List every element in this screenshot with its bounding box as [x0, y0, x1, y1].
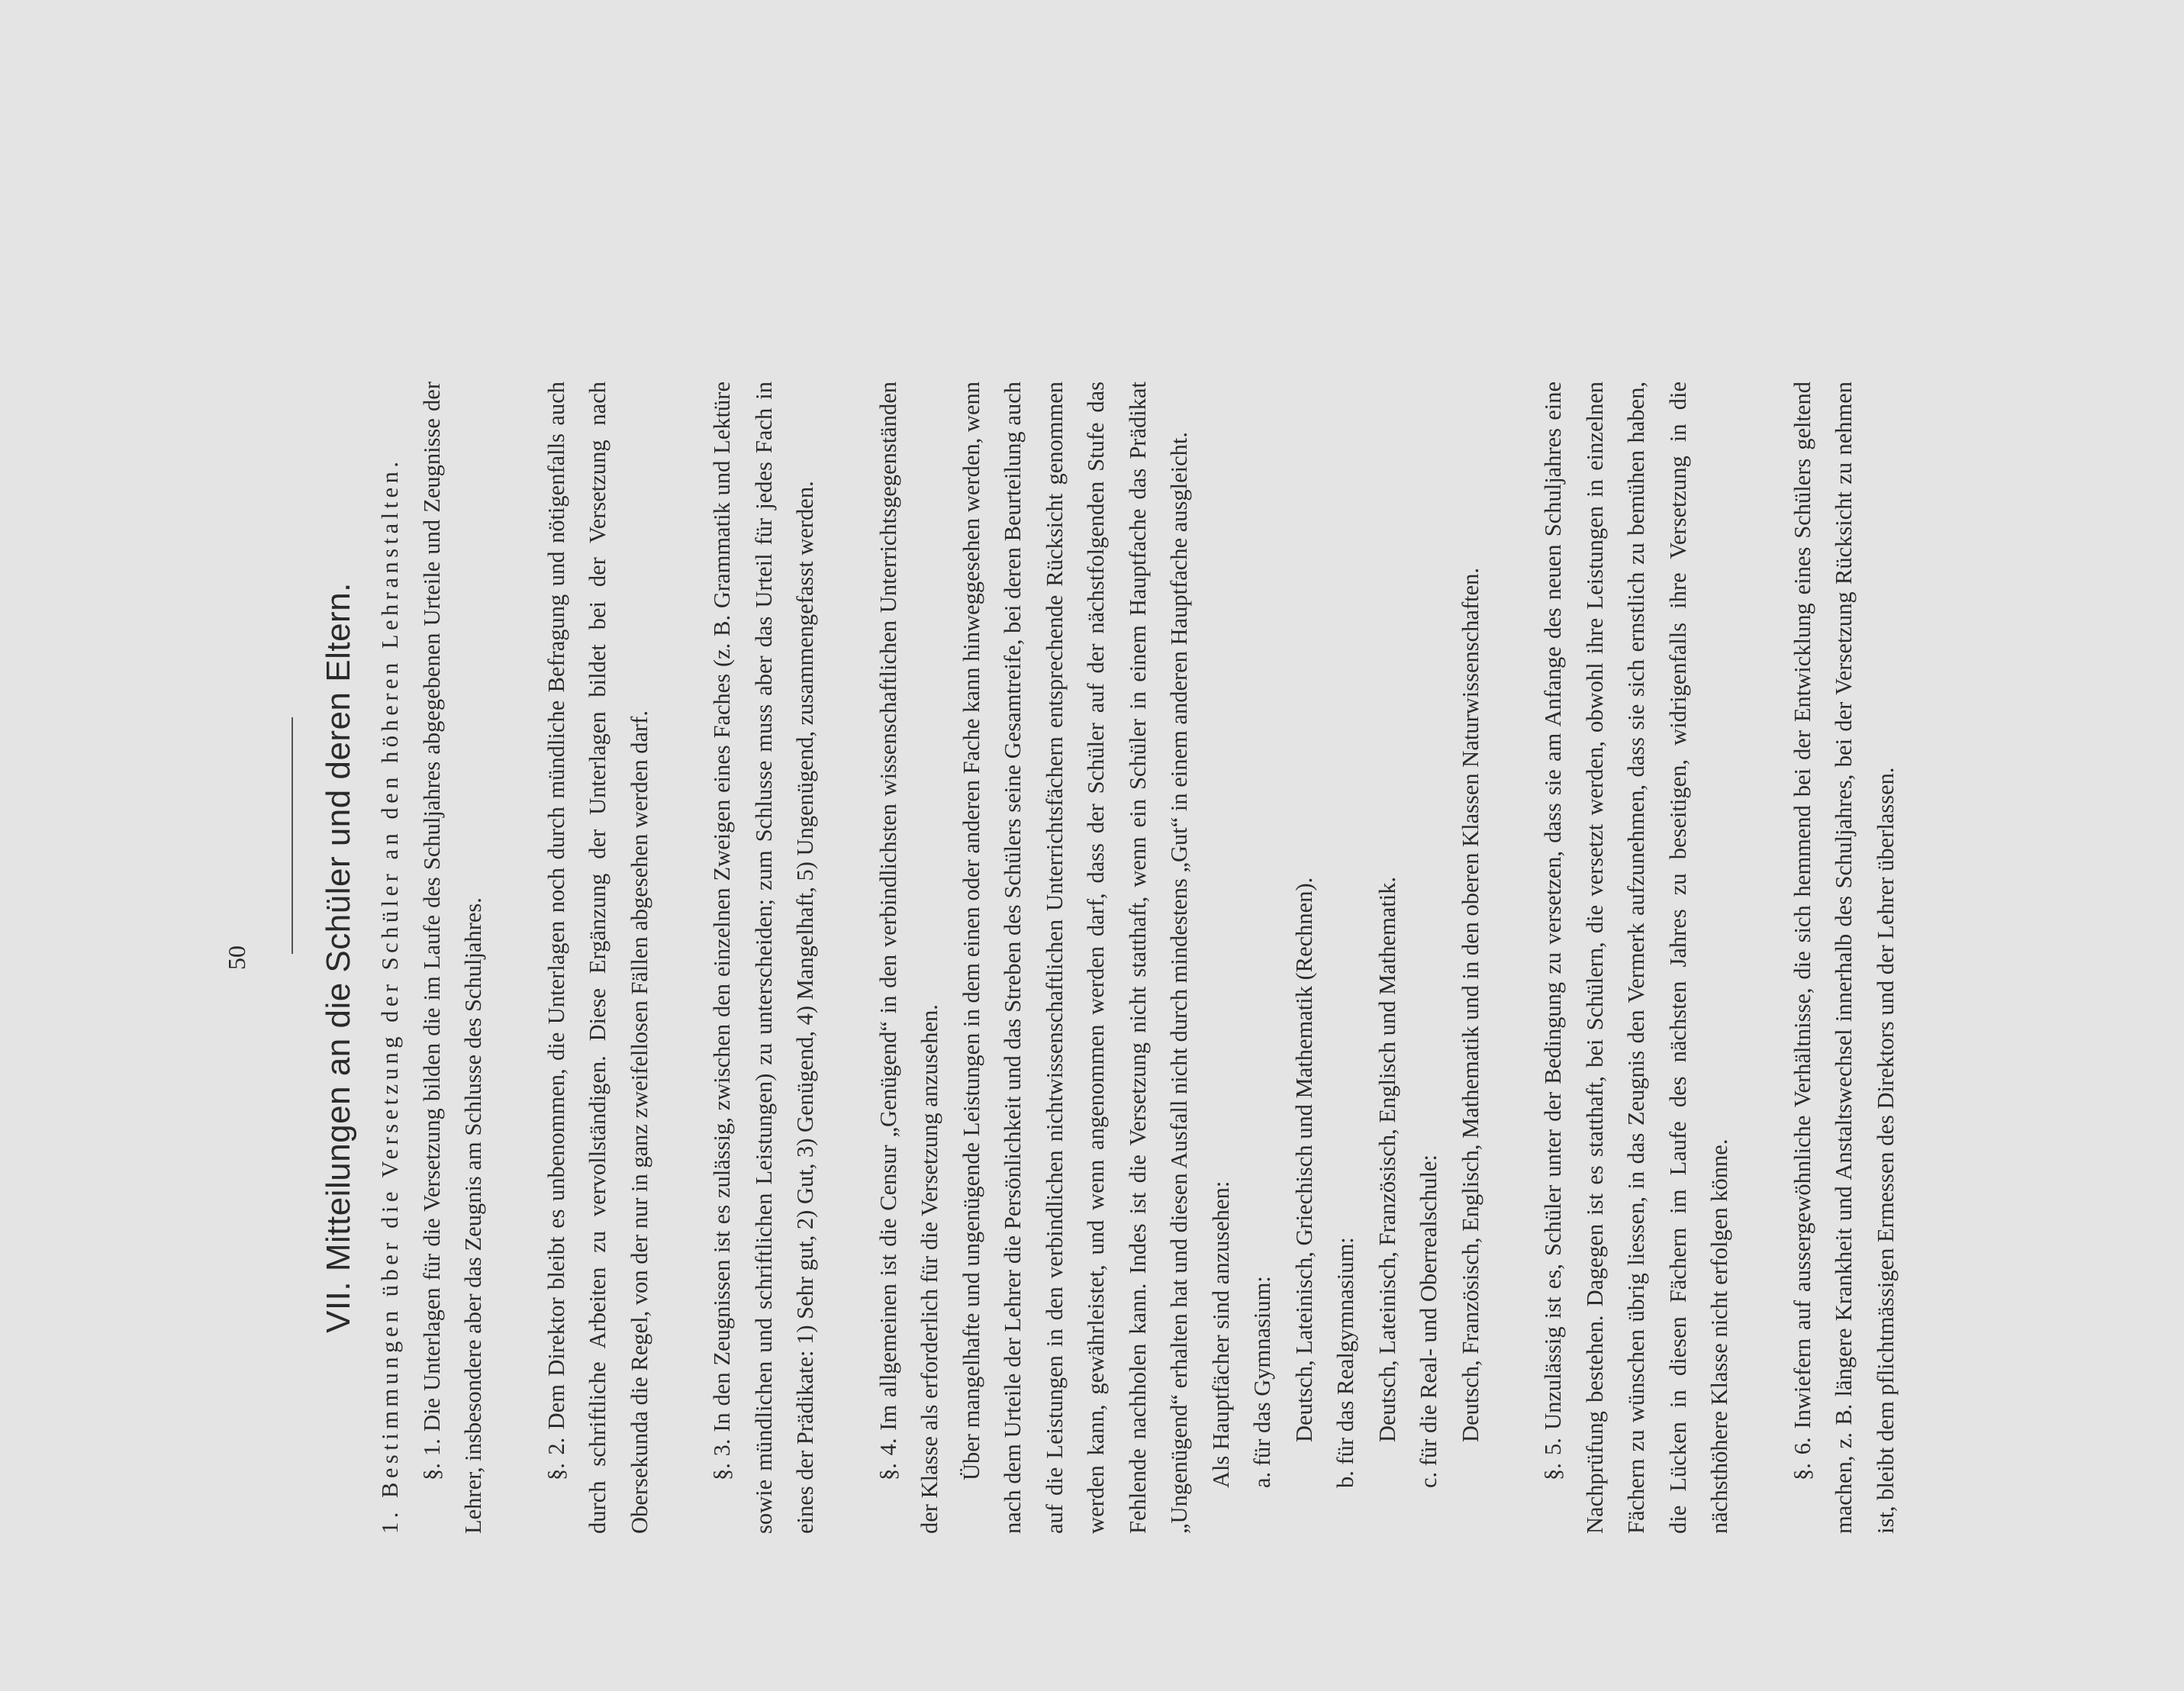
paragraph-3: §. 3. In den Zeugnissen ist es zulässig, zwischen den einzelnen Zweigen eines Faches (z. B. Grammatik und Lektüre sowie mündlichen und schriftlichen Leistungen) zu unterscheiden; zum Schlusse muss aber das Urteil für jedes Fach in eines der Prädikate: 1) Sehr gut, 2) Gut, 3) Genügend, 4) Mangelhaft, 5) Ungenügend, zusammengefasst werden. [709, 382, 818, 1534]
paragraph-1: §. 1. Die Unterlagen für die Versetzung bilden die im Laufe des Schuljahres abgegebenen Urteile und Zeugnisse der Lehrer, insbesondere aber das Zeugnis am Schlusse des Schuljahres. [418, 382, 486, 1534]
rotated-page [221, 160, 2184, 1610]
header-rule [292, 717, 293, 954]
school-label-gymnasium: a. für das Gymnasium: [1249, 1276, 1275, 1488]
subjects-realschule: Deutsch, Französisch, Englisch, Mathematik und in den oberen Klassen Naturwissenschaften. [1457, 567, 1483, 1442]
school-label-realschule: c. für die Real- und Oberrealschule: [1416, 1155, 1442, 1488]
page-title: VII. Mitteilungen an die Schüler und deren Eltern. [320, 582, 357, 1333]
paragraph-6: §. 6. Inwiefern auf aussergewöhnliche Verhältnisse, die sich hemmend bei der Entwicklung eines Schülers geltend machen, z. B. längere Krankheit und Anstaltswechsel innerhalb des Schuljahres, bei der Versetzung Rücksicht zu nehmen ist, bleibt dem pflichtmässigen Ermessen des Direktors und der Lehrer überlassen. [1789, 382, 1899, 1534]
school-label-realgymnasium: b. für das Realgymnasium: [1332, 1237, 1358, 1488]
main-subjects-intro: Als Hauptfächer sind anzusehen: [1207, 1180, 1234, 1488]
paragraph-2: §. 2. Dem Direktor bleibt es unbenommen, die Unterlagen noch durch mündliche Befragung und nötigenfalls auch durch schriftliche Arbeiten zu vervollständigen. Diese Ergänzung der Unterlagen bildet bei der Versetzung nach Obersekunda die Regel, von der nur in ganz zweifellosen Fällen abgesehen werden darf. [543, 382, 652, 1534]
page-number: 50 [223, 945, 250, 970]
section-heading: 1. Bestimmungen über die Versetzung der Schüler an den höheren Lehranstalten. [377, 457, 403, 1534]
subjects-gymnasium: Deutsch, Lateinisch, Griechisch und Mathematik (Rechnen). [1290, 877, 1317, 1442]
subjects-realgymnasium: Deutsch, Lateinisch, Französisch, Englisch und Mathematik. [1374, 876, 1400, 1442]
paragraph-4: §. 4. Im allgemeinen ist die Censur „Genügend“ in den verbindlichsten wissenschaftlichen Unterrichtsgegenständen der Klasse als erforderlich für die Versetzung anzusehen. [875, 382, 942, 1534]
paragraph-5: §. 5. Unzulässig ist es, Schüler unter der Bedingung zu versetzen, dass sie am Anfange des neuen Schuljahres eine Nachprüfung bestehen. Dagegen ist es statthaft, bei Schülern, die versetzt werden, obwohl ihre Leistungen in einzelnen Fächern zu wünschen übrig liessen, in das Zeugnis den Vermerk aufzunehmen, dass sie sich ernstlich zu bemühen haben, die Lücken in diesen Fächern im Laufe des nächsten Jahres zu beseitigen, widrigenfalls ihre Versetzung in die nächsthöhere Klasse nicht erfolgen könne. [1540, 382, 1732, 1534]
page-body [313, 382, 1906, 1534]
paragraph-4-continued: Über mangelhafte und ungenügende Leistungen in dem einen oder anderen Fache kann hinweggesehen werden, wenn nach dem Urteile der Lehrer die Persönlichkeit und das Streben des Schülers seine Gesamtreife, bei deren Beurteilung auch auf die Leistungen in den verbindlichen nichtwissenschaftlichen Unterrichtsfächern entsprechende Rücksicht genommen werden kann, gewährleistet, und wenn angenommen werden darf, dass der Schüler auf der nächstfolgenden Stufe das Fehlende nachholen kann. Indes ist die Versetzung nicht statthaft, wenn ein Schüler in einem Hauptfache das Prädikat „Ungenügend“ erhalten hat und diesen Ausfall nicht durch mindestens „Gut“ in einem anderen Hauptfache ausgleicht. [958, 382, 1192, 1534]
